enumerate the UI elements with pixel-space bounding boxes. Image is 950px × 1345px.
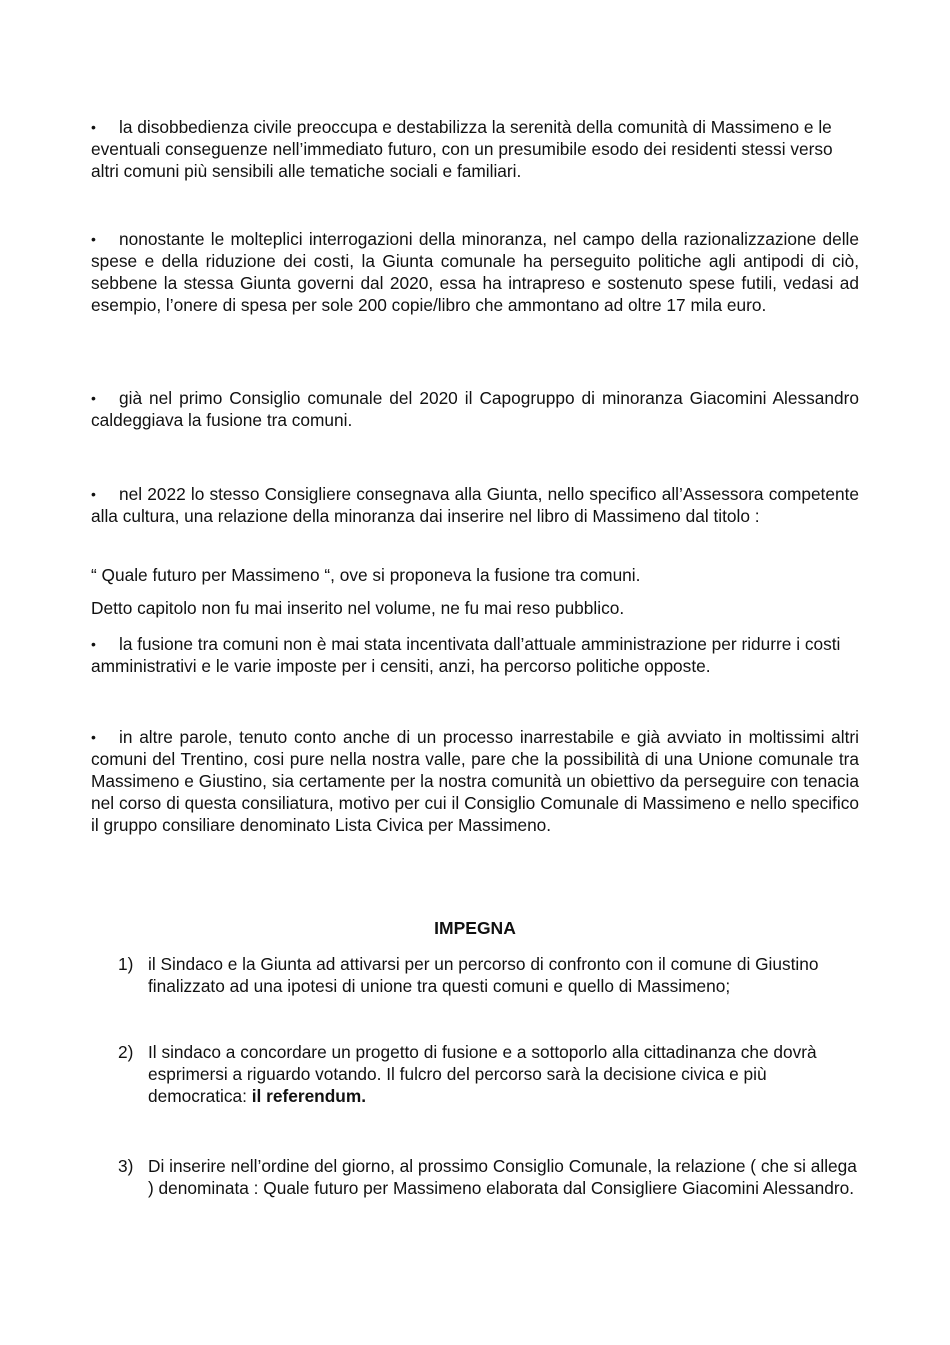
commitment-item-3 xyxy=(118,1155,863,1199)
bullet-paragraph-nonostante xyxy=(91,228,859,316)
bullet-icon: • xyxy=(91,390,96,406)
paragraph-text: la disobbedienza civile preoccupa e destabilizza la serenità della comunità di Massimeno e le eventuali conseguenze nell’immediato futuro, con un presumibile esodo dei residenti stessi verso altri comuni più sensibili alle tematiche sociali e familiari. xyxy=(91,117,833,181)
item-text: Il sindaco a concordare un progetto di fusione e a sottoporlo alla cittadinanza che dovrà esprimersi a riguardo votando. Il fulcro del percorso sarà la decisione civica e più democratica: il referendum. xyxy=(148,1042,817,1106)
item-number: 2) xyxy=(118,1042,134,1062)
paragraph-text: in altre parole, tenuto conto anche di un processo inarrestabile e già avviato in moltissimi altri comuni del Trentino, cosi pure nella nostra valle, pare che la possibilità di una Unione comunale tra Massimeno e Giustino, sia certamente per la nostra comunità un obiettivo da perseguire con tenacia nel corso di questa consiliatura, motivo per cui il Consiglio Comunale di Massimeno e nello specifico il gruppo consiliare denominato Lista Civica per Massimeno. xyxy=(91,727,859,835)
bullet-icon: • xyxy=(91,729,96,745)
item-text: Di inserire nell’ordine del giorno, al prossimo Consiglio Comunale, la relazione ( che si allega ) denominata : Quale futuro per Massimeno elaborata dal Consigliere Giacomini Alessandro. xyxy=(148,1156,857,1198)
bullet-paragraph-altre-parole xyxy=(91,726,859,836)
item-text: il Sindaco e la Giunta ad attivarsi per un percorso di confronto con il comune di Giustino finalizzato ad una ipotesi di unione tra questi comuni e quello di Massimeno; xyxy=(148,954,819,996)
bullet-icon: • xyxy=(91,486,96,502)
item-number: 1) xyxy=(118,954,134,974)
bullet-paragraph-nel-2022 xyxy=(91,483,859,527)
commitment-item-1 xyxy=(118,953,863,997)
chapter-line: Detto capitolo non fu mai inserito nel volume, ne fu mai reso pubblico. xyxy=(91,598,625,618)
item-number: 3) xyxy=(118,1156,134,1176)
section-heading: IMPEGNA xyxy=(434,918,516,938)
bullet-paragraph-fusione xyxy=(91,633,859,677)
bullet-paragraph-disobbedienza xyxy=(91,116,859,182)
paragraph-text: nonostante le molteplici interrogazioni della minoranza, nel campo della razionalizzazione delle spese e della riduzione dei costi, la Giunta comunale ha perseguito politiche agli antipodi di ciò, sebbene la stessa Giunta governi dal 2020, essa ha intrapreso e sostenuto spese futili, vedasi ad esempio, l’onere di spesa per sole 200 copie/libro che ammontano ad oltre 17 mila euro. xyxy=(91,229,859,315)
commitment-item-2 xyxy=(118,1041,863,1107)
paragraph-text: la fusione tra comuni non è mai stata incentivata dall’attuale amministrazione per ridurre i costi amministrativi e le varie imposte per i censiti, anzi, ha percorso politiche opposte. xyxy=(91,634,841,676)
referendum-emphasis: il referendum. xyxy=(251,1086,367,1106)
bullet-paragraph-primo-consiglio xyxy=(91,387,859,431)
quote-line: “ Quale futuro per Massimeno “, ove si proponeva la fusione tra comuni. xyxy=(91,565,641,585)
bullet-icon: • xyxy=(91,636,96,652)
paragraph-text: già nel primo Consiglio comunale del 2020 il Capogruppo di minoranza Giacomini Alessandro caldeggiava la fusione tra comuni. xyxy=(91,388,859,430)
paragraph-text: nel 2022 lo stesso Consigliere consegnava alla Giunta, nello specifico all’Assessora competente alla cultura, una relazione della minoranza dai inserire nel libro di Massimeno dal titolo : xyxy=(91,484,859,526)
bullet-icon: • xyxy=(91,119,96,135)
bullet-icon: • xyxy=(91,231,96,247)
